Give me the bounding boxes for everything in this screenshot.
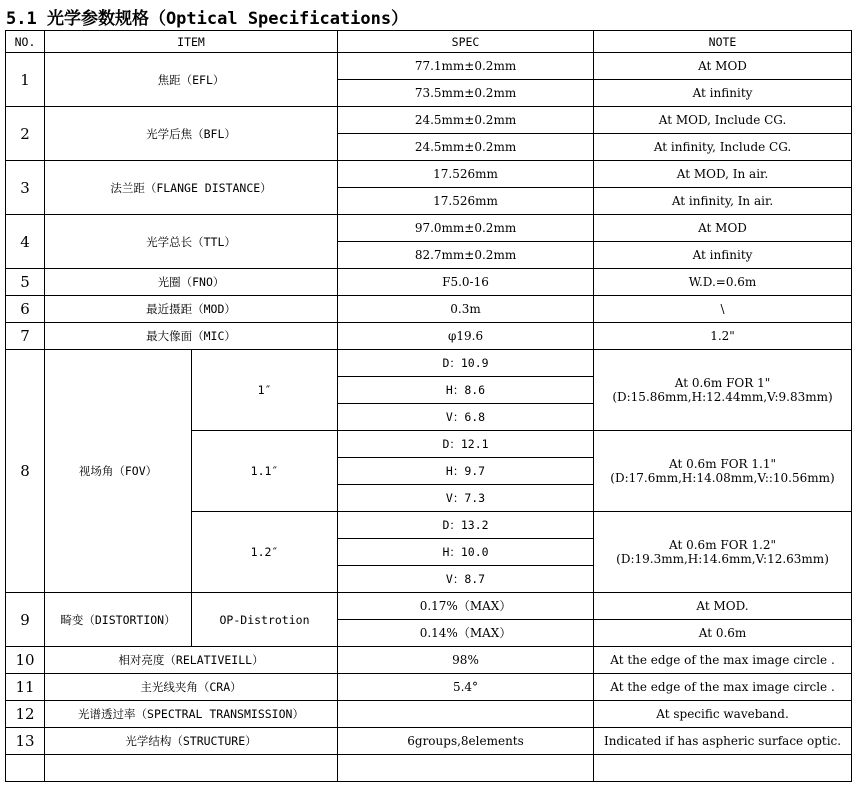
spec-value: D：10.9	[338, 350, 594, 377]
note-value: At infinity	[594, 242, 852, 269]
item-name: 光谱透过率（SPECTRAL TRANSMISSION）	[45, 701, 338, 728]
item-name: 焦距（EFL）	[45, 53, 338, 107]
table-row	[6, 296, 852, 323]
item-name: 最大像面（MIC）	[45, 323, 338, 350]
note-line: (D:17.6mm,H:14.08mm,V::10.56mm)	[610, 471, 835, 485]
header-note: NOTE	[594, 31, 852, 53]
table-row	[6, 215, 852, 242]
spec-value: H：8.6	[338, 377, 594, 404]
spec-value: V：6.8	[338, 404, 594, 431]
row-number: 1	[6, 53, 45, 107]
row-number: 5	[6, 269, 45, 296]
note-line: (D:15.86mm,H:12.44mm,V:9.83mm)	[612, 390, 833, 404]
page-title: 5.1 光学参数规格（Optical Specifications）	[6, 9, 409, 29]
spec-value: 5.4°	[338, 674, 594, 701]
row-number: 3	[6, 161, 45, 215]
item-name: 相对亮度（RELATIVEILL）	[45, 647, 338, 674]
sensor-size: 1.1″	[192, 431, 338, 512]
row-number: 2	[6, 107, 45, 161]
note-value: Indicated if has aspheric surface optic.	[594, 728, 852, 755]
table-row-partial	[6, 755, 852, 782]
note-value: 1.2"	[594, 323, 852, 350]
table-row	[6, 701, 852, 728]
note-value: At MOD	[594, 53, 852, 80]
note-value	[594, 512, 852, 593]
spec-value: 98%	[338, 647, 594, 674]
row-number: 8	[6, 350, 45, 593]
table-row	[6, 593, 852, 620]
sub-item: OP-Distrotion	[192, 593, 338, 647]
spec-value	[338, 701, 594, 728]
note-value: At MOD, In air.	[594, 161, 852, 188]
spec-value: V：7.3	[338, 485, 594, 512]
empty-cell	[594, 755, 852, 782]
table-row	[6, 269, 852, 296]
header-row	[6, 31, 852, 53]
empty-cell	[6, 755, 45, 782]
row-number: 12	[6, 701, 45, 728]
row-number: 9	[6, 593, 45, 647]
sensor-size: 1″	[192, 350, 338, 431]
table-row	[6, 728, 852, 755]
spec-value: V：8.7	[338, 566, 594, 593]
spec-value: 0.14%（MAX）	[338, 620, 594, 647]
header-item: ITEM	[45, 31, 338, 53]
note-value	[594, 350, 852, 431]
item-name: 主光线夹角（CRA）	[45, 674, 338, 701]
note-line: At 0.6m FOR 1.1"	[669, 457, 777, 471]
optical-spec-table	[5, 30, 852, 782]
spec-value: 17.526mm	[338, 188, 594, 215]
item-name: 光圈（FNO）	[45, 269, 338, 296]
spec-value: 17.526mm	[338, 161, 594, 188]
note-value	[594, 431, 852, 512]
note-value: At MOD.	[594, 593, 852, 620]
note-value: At MOD, Include CG.	[594, 107, 852, 134]
note-value: At 0.6m	[594, 620, 852, 647]
note-value: At infinity	[594, 80, 852, 107]
note-line: At 0.6m FOR 1.2"	[669, 538, 777, 552]
note-value: At specific waveband.	[594, 701, 852, 728]
item-name: 光学后焦（BFL）	[45, 107, 338, 161]
spec-value: 0.3m	[338, 296, 594, 323]
table-row	[6, 674, 852, 701]
note-value: At MOD	[594, 215, 852, 242]
spec-value: D：13.2	[338, 512, 594, 539]
spec-value: 73.5mm±0.2mm	[338, 80, 594, 107]
empty-cell	[45, 755, 338, 782]
table-row	[6, 161, 852, 188]
spec-value: 97.0mm±0.2mm	[338, 215, 594, 242]
note-line: At 0.6m FOR 1"	[674, 376, 771, 390]
table-row	[6, 53, 852, 80]
table-row	[6, 323, 852, 350]
table-row	[6, 350, 852, 377]
spec-value: 82.7mm±0.2mm	[338, 242, 594, 269]
spec-value: 6groups,8elements	[338, 728, 594, 755]
item-name: 畸变（DISTORTION）	[45, 593, 192, 647]
table-row	[6, 647, 852, 674]
row-number: 6	[6, 296, 45, 323]
item-name: 光学总长（TTL）	[45, 215, 338, 269]
spec-value: 24.5mm±0.2mm	[338, 134, 594, 161]
spec-value: 0.17%（MAX）	[338, 593, 594, 620]
spec-value: D：12.1	[338, 431, 594, 458]
row-number: 11	[6, 674, 45, 701]
sensor-size: 1.2″	[192, 512, 338, 593]
row-number: 7	[6, 323, 45, 350]
table-row	[6, 107, 852, 134]
item-name: 视场角（FOV）	[45, 350, 192, 593]
spec-value: 24.5mm±0.2mm	[338, 107, 594, 134]
note-value: At infinity, In air.	[594, 188, 852, 215]
header-no: NO.	[6, 31, 45, 53]
empty-cell	[338, 755, 594, 782]
spec-value: H：9.7	[338, 458, 594, 485]
row-number: 13	[6, 728, 45, 755]
spec-value: H：10.0	[338, 539, 594, 566]
item-name: 法兰距（FLANGE DISTANCE）	[45, 161, 338, 215]
row-number: 10	[6, 647, 45, 674]
item-name: 最近摄距（MOD）	[45, 296, 338, 323]
spec-value: F5.0-16	[338, 269, 594, 296]
row-number: 4	[6, 215, 45, 269]
note-value: At the edge of the max image circle .	[594, 674, 852, 701]
note-line: (D:19.3mm,H:14.6mm,V:12.63mm)	[616, 552, 829, 566]
note-value: \	[594, 296, 852, 323]
item-name: 光学结构（STRUCTURE）	[45, 728, 338, 755]
note-value: At infinity, Include CG.	[594, 134, 852, 161]
spec-value: 77.1mm±0.2mm	[338, 53, 594, 80]
spec-value: φ19.6	[338, 323, 594, 350]
note-value: W.D.=0.6m	[594, 269, 852, 296]
note-value: At the edge of the max image circle .	[594, 647, 852, 674]
header-spec: SPEC	[338, 31, 594, 53]
